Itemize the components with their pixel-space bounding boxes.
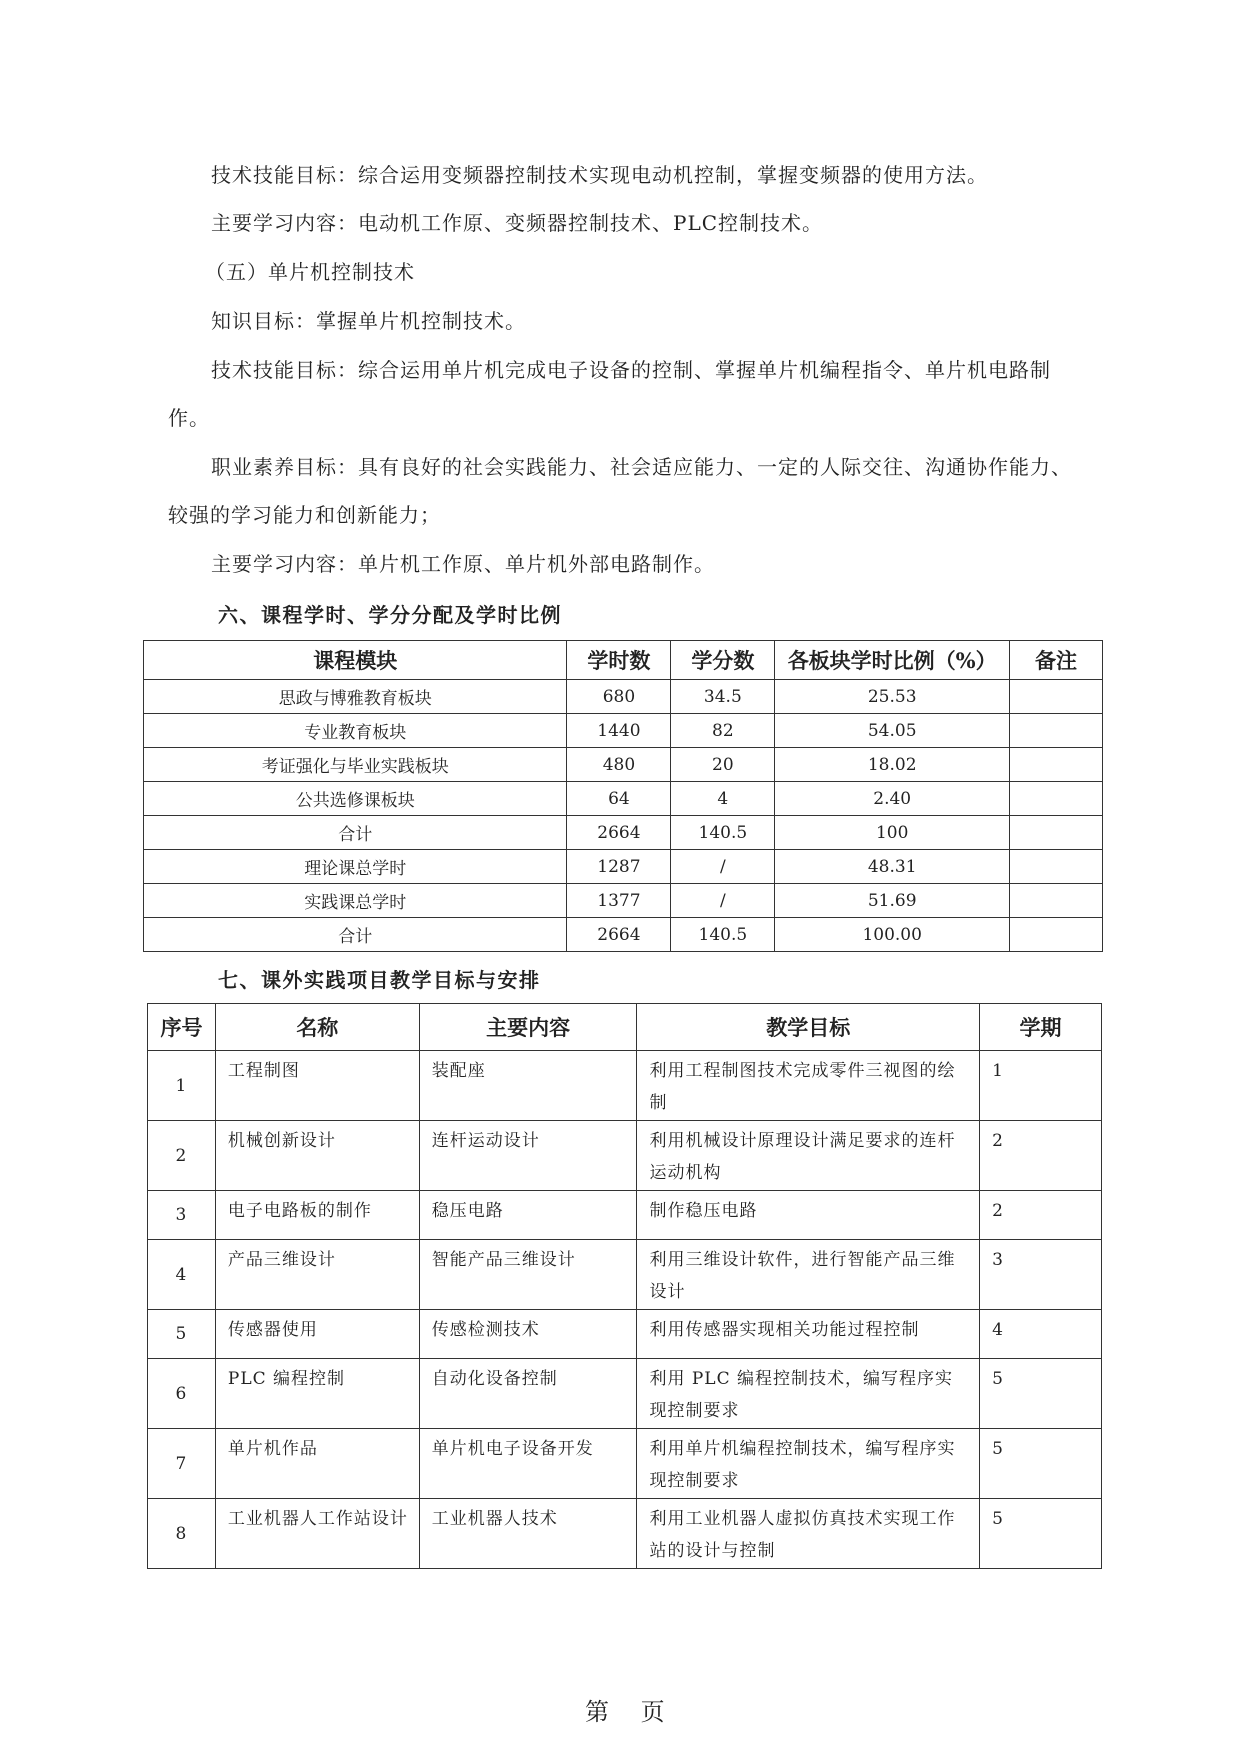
- header-module: 课程模块: [144, 641, 567, 680]
- cell-number: 2: [148, 1121, 216, 1191]
- cell-remark: [1010, 918, 1103, 952]
- paragraph-content-mcu: 主要学习内容：单片机工作原、单片机外部电路制作。: [211, 552, 715, 576]
- cell-module: 合计: [144, 918, 567, 952]
- cell-hours: 480: [567, 748, 671, 782]
- cell-number: 4: [148, 1240, 216, 1310]
- cell-content: 连杆运动设计: [419, 1121, 637, 1191]
- header-ratio: 各板块学时比例（%）: [775, 641, 1010, 680]
- cell-credits: /: [671, 850, 775, 884]
- paragraph-skill-goal-mcu-cont: 作。: [168, 406, 210, 430]
- cell-remark: [1010, 850, 1103, 884]
- header-semester: 学期: [980, 1004, 1102, 1051]
- cell-number: 7: [148, 1429, 216, 1499]
- cell-content: 智能产品三维设计: [419, 1240, 637, 1310]
- header-content: 主要内容: [419, 1004, 637, 1051]
- cell-name: 单片机作品: [215, 1429, 419, 1499]
- table-row: [148, 1191, 1102, 1240]
- cell-hours: 1287: [567, 850, 671, 884]
- cell-goal: 利用传感器实现相关功能过程控制: [637, 1310, 980, 1359]
- cell-remark: [1010, 782, 1103, 816]
- header-number: 序号: [148, 1004, 216, 1051]
- table-row: [144, 714, 1103, 748]
- cell-hours: 2664: [567, 816, 671, 850]
- table-row: [148, 1240, 1102, 1310]
- cell-name: 电子电路板的制作: [215, 1191, 419, 1240]
- cell-credits: 140.5: [671, 816, 775, 850]
- header-hours: 学时数: [567, 641, 671, 680]
- cell-hours: 64: [567, 782, 671, 816]
- cell-content: 单片机电子设备开发: [419, 1429, 637, 1499]
- cell-content: 装配座: [419, 1051, 637, 1121]
- cell-semester: 3: [980, 1240, 1102, 1310]
- table-header-row: [148, 1004, 1102, 1051]
- table-row: [144, 782, 1103, 816]
- cell-credits: 34.5: [671, 680, 775, 714]
- cell-semester: 4: [980, 1310, 1102, 1359]
- page-footer: 第 页: [585, 1698, 677, 1726]
- paragraph-skill-goal-mcu: 技术技能目标：综合运用单片机完成电子设备的控制、掌握单片机编程指令、单片机电路制: [211, 358, 1051, 382]
- cell-module: 理论课总学时: [144, 850, 567, 884]
- cell-semester: 5: [980, 1359, 1102, 1429]
- paragraph-knowledge-goal-mcu: 知识目标：掌握单片机控制技术。: [211, 309, 526, 333]
- cell-semester: 1: [980, 1051, 1102, 1121]
- cell-credits: 140.5: [671, 918, 775, 952]
- table-row: [148, 1429, 1102, 1499]
- table-row: [148, 1121, 1102, 1191]
- paragraph-content-inverter: 主要学习内容：电动机工作原、变频器控制技术、PLC控制技术。: [211, 211, 824, 235]
- table-row: [148, 1051, 1102, 1121]
- cell-ratio: 54.05: [775, 714, 1010, 748]
- table-row: [148, 1499, 1102, 1569]
- table-row: [144, 680, 1103, 714]
- cell-goal: 利用工业机器人虚拟仿真技术实现工作站的设计与控制: [637, 1499, 980, 1569]
- section-seven-title: 七、课外实践项目教学目标与安排: [218, 968, 541, 992]
- cell-ratio: 25.53: [775, 680, 1010, 714]
- cell-ratio: 51.69: [775, 884, 1010, 918]
- cell-goal: 利用三维设计软件，进行智能产品三维设计: [637, 1240, 980, 1310]
- table-row: [144, 850, 1103, 884]
- table-row-total: [144, 816, 1103, 850]
- cell-module: 考证强化与毕业实践板块: [144, 748, 567, 782]
- cell-semester: 5: [980, 1429, 1102, 1499]
- header-credits: 学分数: [671, 641, 775, 680]
- cell-credits: 82: [671, 714, 775, 748]
- table-row: [144, 884, 1103, 918]
- cell-credits: 20: [671, 748, 775, 782]
- cell-module: 思政与博雅教育板块: [144, 680, 567, 714]
- hours-credits-table: [143, 640, 1103, 952]
- table-row-total: [144, 918, 1103, 952]
- cell-ratio: 18.02: [775, 748, 1010, 782]
- cell-remark: [1010, 748, 1103, 782]
- cell-credits: 4: [671, 782, 775, 816]
- cell-credits: /: [671, 884, 775, 918]
- cell-content: 工业机器人技术: [419, 1499, 637, 1569]
- cell-remark: [1010, 680, 1103, 714]
- table-row: [148, 1310, 1102, 1359]
- cell-content: 稳压电路: [419, 1191, 637, 1240]
- cell-number: 1: [148, 1051, 216, 1121]
- paragraph-quality-goal: 职业素养目标：具有良好的社会实践能力、社会适应能力、一定的人际交往、沟通协作能力、: [211, 455, 1072, 479]
- cell-number: 3: [148, 1191, 216, 1240]
- cell-goal: 利用机械设计原理设计满足要求的连杆运动机构: [637, 1121, 980, 1191]
- practice-projects-table: [147, 1003, 1102, 1569]
- table-header-row: [144, 641, 1103, 680]
- cell-name: 传感器使用: [215, 1310, 419, 1359]
- cell-module: 公共选修课板块: [144, 782, 567, 816]
- cell-ratio: 48.31: [775, 850, 1010, 884]
- cell-module: 合计: [144, 816, 567, 850]
- cell-ratio: 100.00: [775, 918, 1010, 952]
- table-row: [144, 748, 1103, 782]
- cell-hours: 1440: [567, 714, 671, 748]
- cell-semester: 2: [980, 1121, 1102, 1191]
- cell-semester: 2: [980, 1191, 1102, 1240]
- cell-number: 6: [148, 1359, 216, 1429]
- header-remark: 备注: [1010, 641, 1103, 680]
- header-name: 名称: [215, 1004, 419, 1051]
- cell-remark: [1010, 714, 1103, 748]
- cell-hours: 680: [567, 680, 671, 714]
- paragraph-quality-goal-cont: 较强的学习能力和创新能力；: [168, 503, 441, 527]
- cell-content: 自动化设备控制: [419, 1359, 637, 1429]
- cell-semester: 5: [980, 1499, 1102, 1569]
- section-six-title: 六、课程学时、学分分配及学时比例: [218, 603, 562, 627]
- cell-goal: 制作稳压电路: [637, 1191, 980, 1240]
- cell-goal: 利用工程制图技术完成零件三视图的绘制: [637, 1051, 980, 1121]
- cell-remark: [1010, 816, 1103, 850]
- cell-goal: 利用 PLC 编程控制技术，编写程序实现控制要求: [637, 1359, 980, 1429]
- cell-name: 工业机器人工作站设计: [215, 1499, 419, 1569]
- cell-goal: 利用单片机编程控制技术，编写程序实现控制要求: [637, 1429, 980, 1499]
- cell-ratio: 2.40: [775, 782, 1010, 816]
- cell-name: 工程制图: [215, 1051, 419, 1121]
- header-goal: 教学目标: [637, 1004, 980, 1051]
- paragraph-skill-goal-inverter: 技术技能目标：综合运用变频器控制技术实现电动机控制，掌握变频器的使用方法。: [211, 163, 988, 187]
- cell-content: 传感检测技术: [419, 1310, 637, 1359]
- cell-number: 5: [148, 1310, 216, 1359]
- cell-name: 产品三维设计: [215, 1240, 419, 1310]
- cell-hours: 1377: [567, 884, 671, 918]
- table-row: [148, 1359, 1102, 1429]
- cell-name: PLC 编程控制: [215, 1359, 419, 1429]
- cell-number: 8: [148, 1499, 216, 1569]
- cell-name: 机械创新设计: [215, 1121, 419, 1191]
- cell-ratio: 100: [775, 816, 1010, 850]
- cell-module: 专业教育板块: [144, 714, 567, 748]
- subsection-title-mcu: （五）单片机控制技术: [205, 260, 415, 284]
- cell-module: 实践课总学时: [144, 884, 567, 918]
- cell-remark: [1010, 884, 1103, 918]
- cell-hours: 2664: [567, 918, 671, 952]
